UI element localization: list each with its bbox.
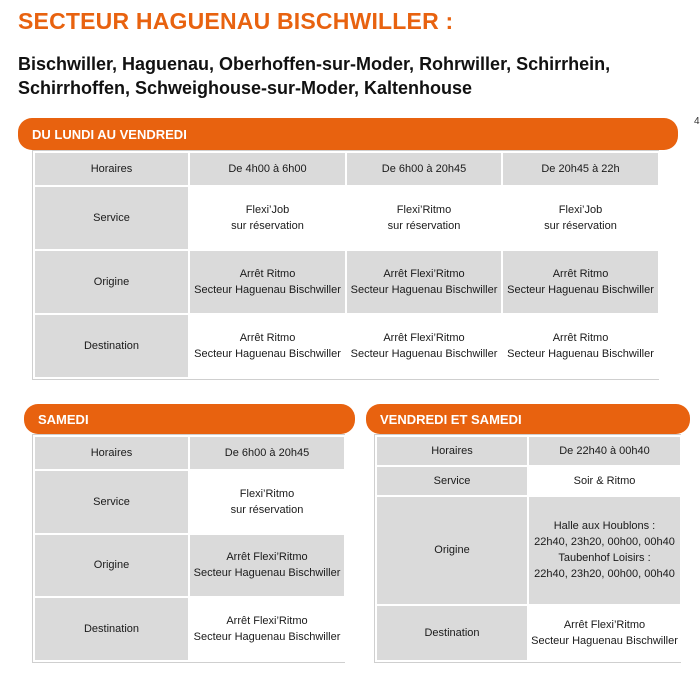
row-label: Destination	[376, 605, 528, 661]
cell-line: Flexi’Job	[245, 203, 290, 216]
schedule-row-service	[34, 186, 659, 250]
cell-line: Arrêt Flexi’Ritmo	[226, 551, 308, 564]
cell-line: Secteur Haguenau Bischwiller	[507, 347, 654, 360]
schedule-cell	[346, 314, 502, 378]
schedule-cell	[346, 250, 502, 314]
schedule-row-horaires	[34, 436, 345, 470]
row-label: Service	[34, 186, 189, 250]
cell-line: sur réservation	[231, 219, 304, 232]
cell-line: 22h40, 23h20, 00h00, 00h40	[534, 536, 675, 549]
cell-line: De 6h00 à 20h45	[224, 446, 310, 459]
cell-line: Arrêt Flexi’Ritmo	[383, 267, 465, 280]
cell-line: Arrêt Ritmo	[239, 331, 296, 344]
schedule-cell	[502, 314, 659, 378]
cell-line: Arrêt Flexi’Ritmo	[226, 615, 308, 628]
cell-line: De 6h00 à 20h45	[381, 162, 467, 175]
schedule-cell	[528, 436, 681, 466]
cell-line: Secteur Haguenau Bischwiller	[193, 567, 341, 580]
cell-line: sur réservation	[387, 219, 461, 232]
cell-line: Flexi’Ritmo	[239, 487, 295, 500]
schedule-row-destination	[376, 605, 681, 661]
schedule-cell	[189, 534, 345, 598]
schedule-cell	[528, 466, 681, 496]
cell-line: Arrêt Flexi’Ritmo	[563, 618, 646, 631]
row-label: Origine	[376, 496, 528, 605]
cell-line: Secteur Haguenau Bischwiller	[350, 347, 498, 360]
saturday-section-header	[24, 404, 355, 434]
cell-line: Secteur Haguenau Bischwiller	[531, 634, 678, 647]
row-label: Destination	[34, 597, 189, 661]
schedule-cell	[346, 186, 502, 250]
schedule-row-service	[376, 466, 681, 496]
row-label: Horaires	[34, 436, 189, 470]
row-label: Destination	[34, 314, 189, 378]
row-label: Origine	[34, 250, 189, 314]
cell-line: De 22h40 à 00h40	[559, 444, 650, 457]
schedule-cell	[346, 152, 502, 186]
schedule-cell	[502, 152, 659, 186]
cell-line: Secteur Haguenau Bischwiller	[194, 347, 341, 360]
schedule-row-origine	[34, 534, 345, 598]
cell-line: Arrêt Ritmo	[552, 331, 609, 344]
cell-line: De 20h45 à 22h	[541, 162, 620, 175]
schedule-cell	[502, 186, 659, 250]
cell-line: Flexi’Ritmo	[396, 203, 452, 216]
cell-line: Arrêt Ritmo	[239, 267, 296, 280]
cell-line: Taubenhof Loisirs :	[558, 552, 651, 565]
cell-line: Flexi’Job	[558, 203, 603, 216]
schedule-cell	[189, 186, 346, 250]
row-label: Horaires	[34, 152, 189, 186]
schedule-row-horaires	[34, 152, 659, 186]
friday-saturday-header-label: VENDREDI ET SAMEDI	[380, 411, 522, 427]
friday-saturday-section-header	[366, 404, 690, 434]
weekday-header-label: DU LUNDI AU VENDREDI	[32, 126, 187, 142]
schedule-cell	[189, 597, 345, 661]
corner-mark: 4	[694, 116, 700, 127]
schedule-cell	[528, 605, 681, 661]
schedule-row-destination	[34, 597, 345, 661]
cell-line: Arrêt Flexi’Ritmo	[383, 331, 465, 344]
schedule-cell	[189, 470, 345, 534]
schedule-cell	[189, 250, 346, 314]
schedule-cell	[189, 152, 346, 186]
schedule-cell	[502, 250, 659, 314]
cell-line: Secteur Haguenau Bischwiller	[350, 283, 498, 296]
saturday-schedule-table	[33, 435, 346, 662]
schedule-cell	[189, 436, 345, 470]
schedule-cell	[189, 314, 346, 378]
schedule-row-origine	[34, 250, 659, 314]
page-title: SECTEUR HAGUENAU BISCHWILLER :	[18, 8, 454, 34]
schedule-row-service	[34, 470, 345, 534]
schedule-cell	[528, 496, 681, 605]
weekday-section-header	[18, 118, 678, 150]
municipalities-list: Bischwiller, Haguenau, Oberhoffen-sur-Moder, Rohrwiller, Schirrhein, Schirrhoffen, Schweighouse-sur-Moder, Kaltenhouse	[18, 54, 611, 98]
cell-line: De 4h00 à 6h00	[228, 162, 307, 175]
row-label: Origine	[34, 534, 189, 598]
cell-line: Halle aux Houblons :	[553, 520, 656, 533]
row-label: Service	[34, 470, 189, 534]
schedule-row-horaires	[376, 436, 681, 466]
saturday-header-label: SAMEDI	[38, 411, 89, 427]
cell-line: sur réservation	[544, 219, 617, 232]
cell-line: Secteur Haguenau Bischwiller	[507, 283, 654, 296]
row-label: Horaires	[376, 436, 528, 466]
schedule-row-origine	[376, 496, 681, 605]
row-label: Service	[376, 466, 528, 496]
cell-line: Secteur Haguenau Bischwiller	[193, 631, 341, 644]
cell-line: Arrêt Ritmo	[552, 267, 609, 280]
cell-line: Soir & Ritmo	[573, 474, 636, 487]
cell-line: 22h40, 23h20, 00h00, 00h40	[534, 568, 675, 581]
schedule-row-destination	[34, 314, 659, 378]
cell-line: sur réservation	[230, 503, 304, 516]
cell-line: Secteur Haguenau Bischwiller	[194, 283, 341, 296]
friday-saturday-schedule-table	[375, 435, 682, 662]
weekday-schedule-table	[33, 151, 660, 379]
